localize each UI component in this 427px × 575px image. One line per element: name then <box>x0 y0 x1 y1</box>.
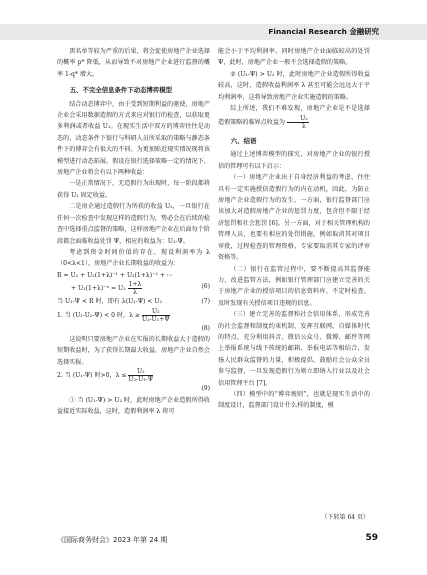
fraction-numerator: U₂ <box>287 115 309 123</box>
fraction-numerator: 1+λ <box>128 281 142 289</box>
equation-number-9: (9) <box>201 385 210 393</box>
formula-text: 1. 当 (U₁-U₂-Ψ) < 0 时，λ ≥ <box>57 311 141 319</box>
fraction-numerator: U₂ <box>128 368 153 376</box>
continued-note: （下转第 64 页） <box>321 514 369 521</box>
formula-text: 当 U₁-Ψ < R 时，即有 λ(U₁-Ψ) < U₂ <box>57 298 162 306</box>
fraction-denominator: λ <box>133 289 137 297</box>
fraction <box>128 281 143 296</box>
equation-number-8: (8) <box>201 324 210 332</box>
section-title-6: 六、结语 <box>230 137 257 146</box>
right-column <box>218 46 370 412</box>
running-head: Financial Research 金融研究 <box>268 27 379 36</box>
paragraph: 这说明只要房地产企业在实报的长期收益大于造假的短期收益时，为了获得长期最大收益，房地产企业自然会选择实报。 <box>57 335 210 366</box>
paragraph: （一）房地产企业出于自身经济利益的考虑，往往具有一定实施授信造假行为的内在动机，因此，为防止房地产企业造假行为的发生，一方面，银行监督部门应该加大对造假房地产企业的惩罚力度，包含但不限于经济惩罚和社会惩罚 [6]。另一方面，对于相关管理机构的管理人员，也要有相应的处罚措施，例如取消其对项目审批，过程检查的管理资格，专家要取消其专家的评审资格等。 <box>218 174 370 262</box>
paragraph: ② (U₁-Ψ) > U₂ 时，此时房地产企业造假所得收益较高，这时，造假收益利润率 λ 甚至可能会远远大于平均利润率，这将导致房地产企业实施造假的策略。 <box>218 70 370 101</box>
paragraph: （四）模型中的“博弈规则”，也就是现实生活中的制度设计，监督部门设计什么样的制度，模 <box>218 390 370 410</box>
equation-number: (7) <box>201 298 210 306</box>
section-title-5: 五、不完全信息条件下动态博弈模型 <box>69 86 173 95</box>
fraction-denominator: U₂-U₁+Ψ <box>141 315 170 323</box>
formula-7 <box>57 296 210 307</box>
fraction-denominator: λ <box>302 123 306 131</box>
fraction <box>142 308 170 323</box>
paragraph-text: 综上所述，我们不难发现，房地产企业是不是选择造假策略的临界点收益为 <box>218 105 370 127</box>
formula-6-line1 <box>57 270 210 281</box>
paragraph: 通过上述博弈模型的探究，对房地产企业的银行授信的管理可有以下启示： <box>218 151 370 170</box>
paragraph: （三）建立完善的监督和社会信用体系，形成完善的社会监督和制度约束机制，发挥互联网、自媒体时代的特点，充分利用抖音、微信公众号、微博、邮件等网上举报系统与线下传统的邮箱、举报电话等相结合，发扬人民群众监督的力量，积极提倡、鼓励社会公众全员参与监督，一旦发现造假行为则立即纳入行业以及社会信用管理平台 [7]。 <box>218 311 370 387</box>
paragraph: 二是房企通过造假行为所获的收益 U₂，一旦银行在任何一次检查中发现这样的造假行为，势必会在后续的检查中选择重点监督的策略，这样房地产企业在后面每个阶段都会面临收益处罚 Ψ，相应的收益为：U₁-Ψ。 <box>57 203 210 245</box>
fraction <box>128 368 153 383</box>
formula-8 <box>57 308 210 323</box>
paragraph: 能会小于平均利润率，同时房地产企业面临较高的处罚 Ψ，此时，房地产企业一般不会选择造假的策略。 <box>218 48 370 67</box>
paragraph: 考虑到资金时间价值的存在，现设利润率为 λ（0<λ<1），房地产企业长期收益的收益为： <box>57 248 210 268</box>
paragraph: 结合动态博弈中，由于受到短期利益的驱使，房地产企业会采用数据造假的方式来应对银行的检查，以获取更多利润或者收益 U₁。在现实生活中双方的博弈往往是动态的，动态条件下银行与科研人员所采取的策略与静态条件下的博弈会有很大的不同。为更加贴近现实情况现将该模型进行动态拓展。假设在银行选择策略一定的情况下，房地产企业将会有以下两种收益： <box>57 100 210 177</box>
paragraph: 黑名单等较为严重的后果，将会促使房地产企业选择的概率 p* 降低，从而导致不对房地产企业进行监督的概率 1-q* 增大。 <box>57 48 210 78</box>
fraction-denominator: U₂-U₁-Ψ <box>128 376 154 384</box>
paragraph: （二）银行在监管过程中，要不断提高其监督能力，改进监管方法，例如银行管理部门应建立完善的关于房地产企业的授信项目的信息资料库，不定时检查，及时发现有关授信项目违规的信息。 <box>218 265 370 307</box>
journal-footer: 《国际商务财会》2023 年第 24 期 <box>57 536 168 544</box>
paragraph: 一是正常情况下，无造假行为出现时，每一阶段都将获得 U₁ 固定收益。 <box>57 180 210 199</box>
equation-number: (6) <box>201 283 210 291</box>
left-column <box>57 46 210 417</box>
formula-9 <box>57 368 210 383</box>
page-number: 59 <box>365 533 378 543</box>
formula-text: + U₂(1+λ)⁻ⁿ = U₂ <box>71 285 126 293</box>
fraction <box>287 115 309 130</box>
formula-6-line2 <box>57 281 210 296</box>
paragraph <box>218 103 370 130</box>
formula-text: 2. 当 (U₁-Ψ) 时>0，λ ≤ <box>57 372 127 380</box>
fraction-numerator: U₂ <box>142 308 170 316</box>
formula-text: R = U₂ + U₂(1+λ)⁻¹ + U₂(1+λ)⁻² + ⋯ <box>57 271 173 279</box>
paragraph: ① 当 (U₁-Ψ) > U₂ 时，此时房地产企业造假所得收益接近实际收益，这时，造假利润率 λ 将可 <box>57 396 210 415</box>
